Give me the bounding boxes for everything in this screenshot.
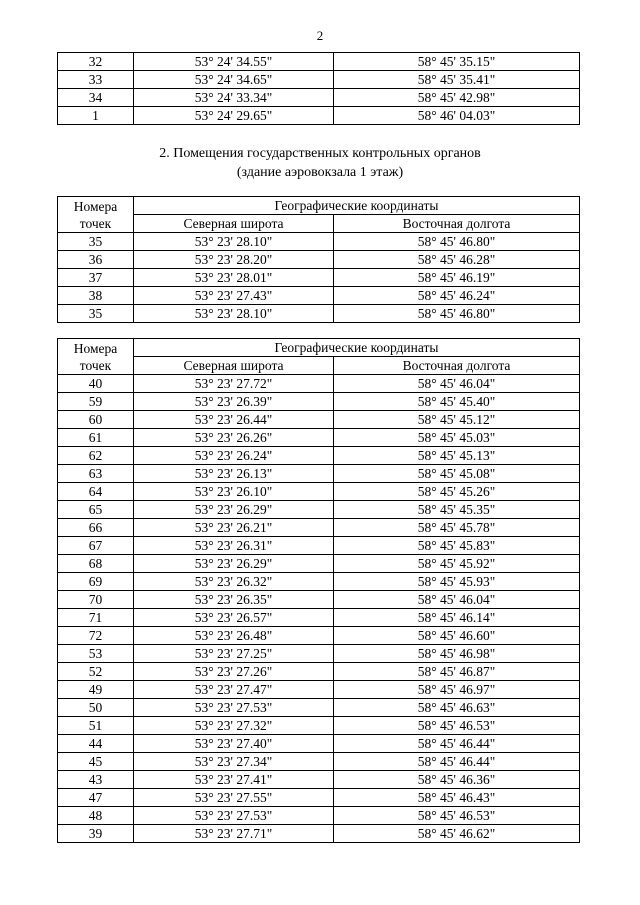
latitude-cell: 53° 23' 28.10" [134, 305, 334, 323]
longitude-cell: 58° 45' 46.80" [334, 233, 580, 251]
table-row [58, 645, 580, 663]
longitude-cell: 58° 45' 45.35" [334, 501, 580, 519]
point-number-cell: 53 [58, 645, 134, 663]
latitude-cell: 53° 23' 26.10" [134, 483, 334, 501]
latitude-cell: 53° 23' 26.29" [134, 501, 334, 519]
table-row [58, 233, 580, 251]
longitude-cell: 58° 45' 46.44" [334, 753, 580, 771]
point-number-cell: 64 [58, 483, 134, 501]
longitude-cell: 58° 45' 35.41" [334, 71, 580, 89]
table-row [58, 735, 580, 753]
latitude-cell: 53° 24' 33.34" [134, 89, 334, 107]
longitude-cell: 58° 45' 45.03" [334, 429, 580, 447]
longitude-cell: 58° 45' 45.26" [334, 483, 580, 501]
table-row [58, 609, 580, 627]
table-row [58, 429, 580, 447]
section-title-line1: 2. Помещения государственных контрольных органов [159, 146, 481, 161]
longitude-cell: 58° 45' 46.60" [334, 627, 580, 645]
point-number-cell: 32 [58, 53, 134, 71]
table-row [58, 627, 580, 645]
point-number-cell: 50 [58, 699, 134, 717]
longitude-cell: 58° 45' 46.53" [334, 807, 580, 825]
point-number-cell: 33 [58, 71, 134, 89]
longitude-cell: 58° 45' 46.97" [334, 681, 580, 699]
table-row [58, 537, 580, 555]
point-number-cell: 34 [58, 89, 134, 107]
points-header-line1: Номера [73, 340, 118, 356]
table-row [58, 483, 580, 501]
latitude-cell: 53° 23' 28.10" [134, 233, 334, 251]
latitude-cell: 53° 23' 27.26" [134, 663, 334, 681]
longitude-cell: 58° 45' 46.04" [334, 375, 580, 393]
point-number-cell: 47 [58, 789, 134, 807]
north-latitude-header: Северная широта [134, 215, 334, 233]
point-number-cell: 60 [58, 411, 134, 429]
table-row [58, 287, 580, 305]
point-number-cell: 68 [58, 555, 134, 573]
latitude-cell: 53° 23' 27.47" [134, 681, 334, 699]
table-row [58, 555, 580, 573]
longitude-cell: 58° 45' 46.43" [334, 789, 580, 807]
latitude-cell: 53° 24' 29.65" [134, 107, 334, 125]
point-number-cell: 52 [58, 663, 134, 681]
longitude-cell: 58° 45' 45.08" [334, 465, 580, 483]
table-row [58, 393, 580, 411]
point-number-cell: 69 [58, 573, 134, 591]
points-header-line1: Номера [73, 198, 118, 214]
point-number-cell: 61 [58, 429, 134, 447]
point-number-cell: 71 [58, 609, 134, 627]
north-latitude-header: Северная широта [134, 357, 334, 375]
latitude-cell: 53° 23' 26.44" [134, 411, 334, 429]
longitude-cell: 58° 45' 46.28" [334, 251, 580, 269]
longitude-cell: 58° 45' 45.12" [334, 411, 580, 429]
latitude-cell: 53° 23' 27.32" [134, 717, 334, 735]
point-number-cell: 62 [58, 447, 134, 465]
latitude-cell: 53° 23' 26.29" [134, 555, 334, 573]
longitude-cell: 58° 45' 46.53" [334, 717, 580, 735]
point-number-cell: 72 [58, 627, 134, 645]
point-number-cell: 48 [58, 807, 134, 825]
longitude-cell: 58° 45' 46.14" [334, 609, 580, 627]
longitude-cell: 58° 45' 46.24" [334, 287, 580, 305]
point-number-cell: 39 [58, 825, 134, 843]
point-number-cell: 65 [58, 501, 134, 519]
point-number-cell: 45 [58, 753, 134, 771]
latitude-cell: 53° 23' 26.32" [134, 573, 334, 591]
latitude-cell: 53° 24' 34.65" [134, 71, 334, 89]
section-title-line2: (здание аэровокзала 1 этаж) [236, 165, 404, 180]
longitude-cell: 58° 45' 35.15" [334, 53, 580, 71]
longitude-cell: 58° 45' 46.98" [334, 645, 580, 663]
point-number-cell: 37 [58, 269, 134, 287]
point-number-cell: 63 [58, 465, 134, 483]
longitude-cell: 58° 45' 46.04" [334, 591, 580, 609]
point-number-cell: 43 [58, 771, 134, 789]
longitude-cell: 58° 46' 04.03" [334, 107, 580, 125]
table-row [58, 305, 580, 323]
east-longitude-header: Восточная долгота [334, 357, 580, 375]
latitude-cell: 53° 23' 27.53" [134, 807, 334, 825]
table-row [58, 573, 580, 591]
longitude-cell: 58° 45' 46.80" [334, 305, 580, 323]
latitude-cell: 53° 23' 28.01" [134, 269, 334, 287]
points-header [58, 197, 134, 233]
page-number: 2 [316, 28, 324, 43]
table-row [58, 447, 580, 465]
longitude-cell: 58° 45' 46.19" [334, 269, 580, 287]
table-row [58, 807, 580, 825]
table-row [58, 591, 580, 609]
latitude-cell: 53° 23' 27.55" [134, 789, 334, 807]
longitude-cell: 58° 45' 46.36" [334, 771, 580, 789]
table-row [58, 375, 580, 393]
point-number-cell: 35 [58, 233, 134, 251]
table-row [58, 771, 580, 789]
latitude-cell: 53° 23' 26.57" [134, 609, 334, 627]
table-row [58, 465, 580, 483]
table-row [58, 681, 580, 699]
table-row [58, 89, 580, 107]
latitude-cell: 53° 23' 27.25" [134, 645, 334, 663]
latitude-cell: 53° 23' 27.34" [134, 753, 334, 771]
latitude-cell: 53° 23' 26.31" [134, 537, 334, 555]
point-number-cell: 49 [58, 681, 134, 699]
point-number-cell: 38 [58, 287, 134, 305]
longitude-cell: 58° 45' 46.62" [334, 825, 580, 843]
latitude-cell: 53° 23' 26.35" [134, 591, 334, 609]
table-row [58, 107, 580, 125]
latitude-cell: 53° 23' 27.40" [134, 735, 334, 753]
latitude-cell: 53° 23' 27.53" [134, 699, 334, 717]
point-number-cell: 40 [58, 375, 134, 393]
point-number-cell: 70 [58, 591, 134, 609]
latitude-cell: 53° 23' 27.72" [134, 375, 334, 393]
point-number-cell: 44 [58, 735, 134, 753]
longitude-cell: 58° 45' 45.83" [334, 537, 580, 555]
latitude-cell: 53° 23' 26.24" [134, 447, 334, 465]
table-row [58, 71, 580, 89]
longitude-cell: 58° 45' 45.92" [334, 555, 580, 573]
table-row [58, 53, 580, 71]
point-number-cell: 1 [58, 107, 134, 125]
point-number-cell: 36 [58, 251, 134, 269]
longitude-cell: 58° 45' 45.40" [334, 393, 580, 411]
point-number-cell: 59 [58, 393, 134, 411]
latitude-cell: 53° 23' 26.21" [134, 519, 334, 537]
longitude-cell: 58° 45' 45.78" [334, 519, 580, 537]
table-row [58, 717, 580, 735]
table-row [58, 411, 580, 429]
latitude-cell: 53° 23' 27.43" [134, 287, 334, 305]
point-number-cell: 51 [58, 717, 134, 735]
latitude-cell: 53° 23' 27.41" [134, 771, 334, 789]
longitude-cell: 58° 45' 46.44" [334, 735, 580, 753]
longitude-cell: 58° 45' 42.98" [334, 89, 580, 107]
latitude-cell: 53° 24' 34.55" [134, 53, 334, 71]
latitude-cell: 53° 23' 28.20" [134, 251, 334, 269]
longitude-cell: 58° 45' 46.63" [334, 699, 580, 717]
longitude-cell: 58° 45' 45.93" [334, 573, 580, 591]
section-title [0, 144, 640, 182]
point-number-cell: 67 [58, 537, 134, 555]
table-row [58, 825, 580, 843]
table-row [58, 501, 580, 519]
geo-coords-header: Географические координаты [134, 197, 580, 215]
point-number-cell: 66 [58, 519, 134, 537]
table-row [58, 663, 580, 681]
table-row [58, 753, 580, 771]
table-row [58, 251, 580, 269]
point-number-cell: 35 [58, 305, 134, 323]
latitude-cell: 53° 23' 26.26" [134, 429, 334, 447]
table-row [58, 699, 580, 717]
table-row [58, 269, 580, 287]
latitude-cell: 53° 23' 26.48" [134, 627, 334, 645]
control-bodies-coordinates-table [57, 196, 580, 323]
second-coordinates-table [57, 338, 580, 843]
geo-coords-header: Географические координаты [134, 339, 580, 357]
points-header-line2: точек [79, 357, 112, 373]
points-header-line2: точек [79, 215, 112, 231]
latitude-cell: 53° 23' 26.39" [134, 393, 334, 411]
points-header [58, 339, 134, 375]
table-row [58, 519, 580, 537]
longitude-cell: 58° 45' 46.87" [334, 663, 580, 681]
latitude-cell: 53° 23' 27.71" [134, 825, 334, 843]
table-row [58, 789, 580, 807]
longitude-cell: 58° 45' 45.13" [334, 447, 580, 465]
east-longitude-header: Восточная долгота [334, 215, 580, 233]
latitude-cell: 53° 23' 26.13" [134, 465, 334, 483]
coordinates-table-continued [57, 52, 580, 125]
